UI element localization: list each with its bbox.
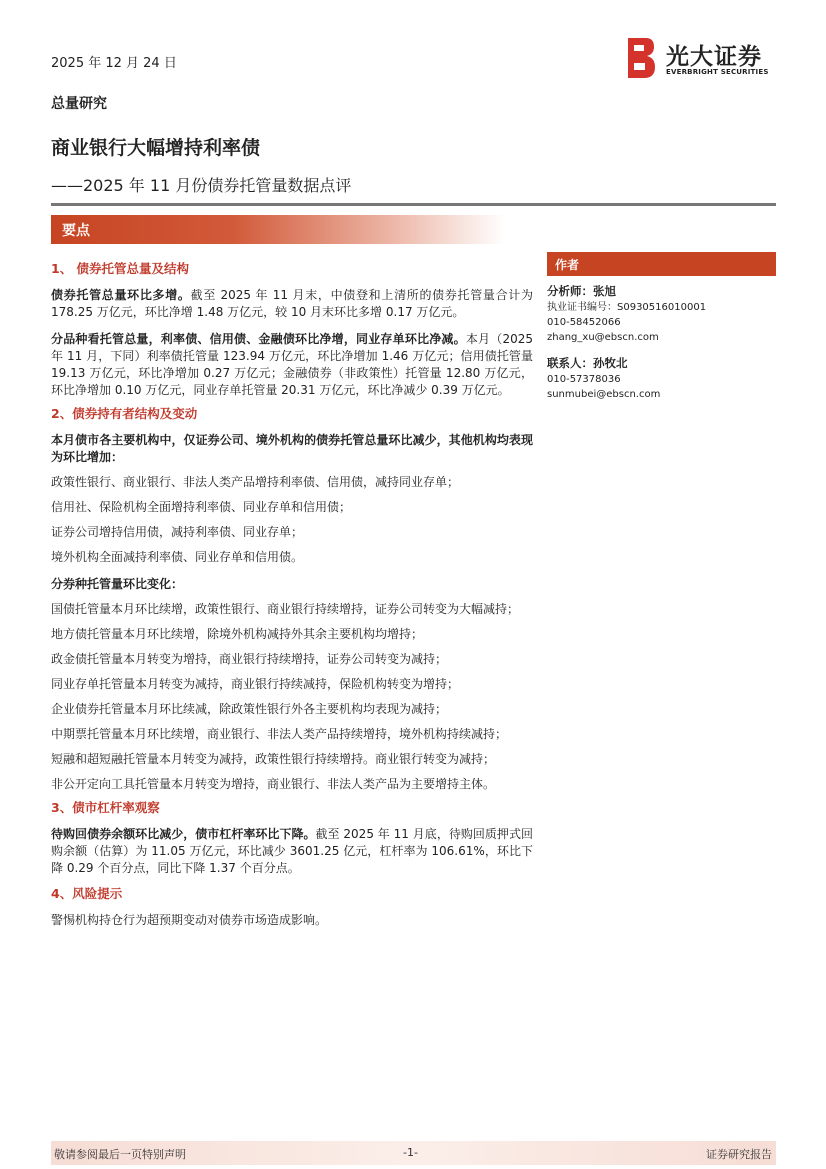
analyst-cert: 执业证书编号：S0930516010001	[547, 302, 707, 313]
main-content	[51, 260, 533, 929]
by-type-heading: 分券种托管量环比变化：	[51, 577, 184, 591]
analyst-phone: 010-58452066	[547, 317, 621, 328]
contact-phone: 010-57378036	[547, 374, 621, 385]
section-2-intro: 本月债市各主要机构中，仅证券公司、境外机构的债券托管总量环比减少，其他机构均表现为环比增加：	[51, 433, 533, 464]
institution-item: 信用社、保险机构全面增持利率债、同业存单和信用债；	[51, 500, 352, 514]
report-subtitle: ——2025 年 11 月份债券托管量数据点评	[51, 176, 352, 195]
page-footer	[51, 1141, 776, 1165]
report-category: 总量研究	[51, 96, 107, 112]
by-type-item: 地方债托管量本月环比续增，除境外机构减持外其余主要机构均增持；	[51, 627, 424, 641]
paragraph-text: 截至 2025 年 11 月底，待购回质押式回购余额（估算）为 11.05 万亿元，环比减少 3601.25 亿元，杠杆率为 106.61%，环比下降 0.29 个百分点，同比下降 1.37 个百分点。	[51, 827, 533, 875]
by-type-item: 企业债券托管量本月环比续减，除政策性银行外各主要机构均表现为减持；	[51, 702, 448, 716]
by-type-item: 中期票托管量本月环比续增，商业银行、非法人类产品持续增持，境外机构持续减持；	[51, 727, 508, 741]
author-label: 作者	[555, 258, 580, 272]
contact-name: 联系人：孙牧北	[547, 356, 628, 370]
paragraph-lead: 债券托管总量环比多增。	[51, 288, 191, 302]
everbright-logo-icon	[626, 36, 656, 80]
paragraph-lead: 待购回债券余额环比减少，债市杠杆率环比下降。	[51, 827, 316, 841]
logo-text-cn: 光大证券	[666, 44, 762, 70]
by-type-item: 非公开定向工具托管量本月转变为增持，商业银行、非法人类产品为主要增持主体。	[51, 777, 496, 791]
section-3-heading: 3、债市杠杆率观察	[51, 800, 160, 815]
section-3-paragraph	[51, 826, 533, 877]
logo-text-en: EVERBRIGHT SECURITIES	[666, 68, 769, 76]
section-4-heading: 4、风险提示	[51, 886, 123, 901]
paragraph-lead: 分品种看托管总量，利率债、信用债、金融债环比净增，同业存单环比净减。	[51, 332, 466, 346]
author-banner	[547, 252, 776, 276]
keypoints-label: 要点	[62, 223, 90, 239]
footer-disclaimer: 敬请参阅最后一页特别声明	[54, 1148, 186, 1161]
section-1-paragraph-1	[51, 287, 533, 321]
institution-item: 证券公司增持信用债，减持利率债、同业存单；	[51, 525, 304, 539]
section-1-heading: 1、 债券托管总量及结构	[51, 261, 190, 276]
everbright-logo	[626, 36, 776, 80]
section-2-heading: 2、债券持有者结构及变动	[51, 406, 198, 421]
keypoints-banner	[51, 215, 505, 244]
section-1-paragraph-2	[51, 331, 533, 399]
by-type-item: 短融和超短融托管量本月转变为减持，政策性银行持续增持。商业银行转变为减持；	[51, 752, 496, 766]
footer-report-type: 证券研究报告	[706, 1148, 772, 1161]
by-type-item: 国债托管量本月环比续增，政策性银行、商业银行持续增持，证券公司转变为大幅减持；	[51, 602, 520, 616]
paragraph-text: 本月（2025 年 11 月，下同）利率债托管量 123.94 万亿元，环比净增加 1.46 万亿元；信用债托管量 19.13 万亿元，环比净增加 0.27 万亿元；金融债券（非政策性）托管量 12.80 万亿元，环比净增加 0.10 万亿元，同业存单托管量 20.31 万亿元，环比净减少 0.39 万亿元。	[51, 332, 533, 397]
by-type-item: 政金债托管量本月转变为增持，商业银行持续增持，证券公司转变为减持；	[51, 652, 448, 666]
by-type-item: 同业存单托管量本月转变为减持，商业银行持续减持，保险机构转变为增持；	[51, 677, 460, 691]
author-info	[547, 283, 776, 402]
analyst-name: 分析师：张旭	[547, 284, 616, 298]
title-divider	[51, 203, 776, 206]
contact-email: sunmubei@ebscn.com	[547, 389, 661, 400]
institution-item: 政策性银行、商业银行、非法人类产品增持利率债、信用债，减持同业存单；	[51, 475, 460, 489]
section-4-paragraph: 警惕机构持仓行为超预期变动对债券市场造成影响。	[51, 913, 328, 927]
institution-item: 境外机构全面减持利率债、同业存单和信用债。	[51, 550, 304, 564]
report-title: 商业银行大幅增持利率债	[51, 137, 261, 159]
report-date: 2025 年 12 月 24 日	[51, 56, 177, 71]
page-number: -1-	[403, 1146, 418, 1159]
analyst-email: zhang_xu@ebscn.com	[547, 332, 659, 343]
paragraph-text: 截至 2025 年 11 月末，中债登和上清所的债券托管量合计为 178.25 万亿元，环比净增 1.48 万亿元，较 10 月末环比多增 0.17 万亿元。	[51, 288, 533, 319]
